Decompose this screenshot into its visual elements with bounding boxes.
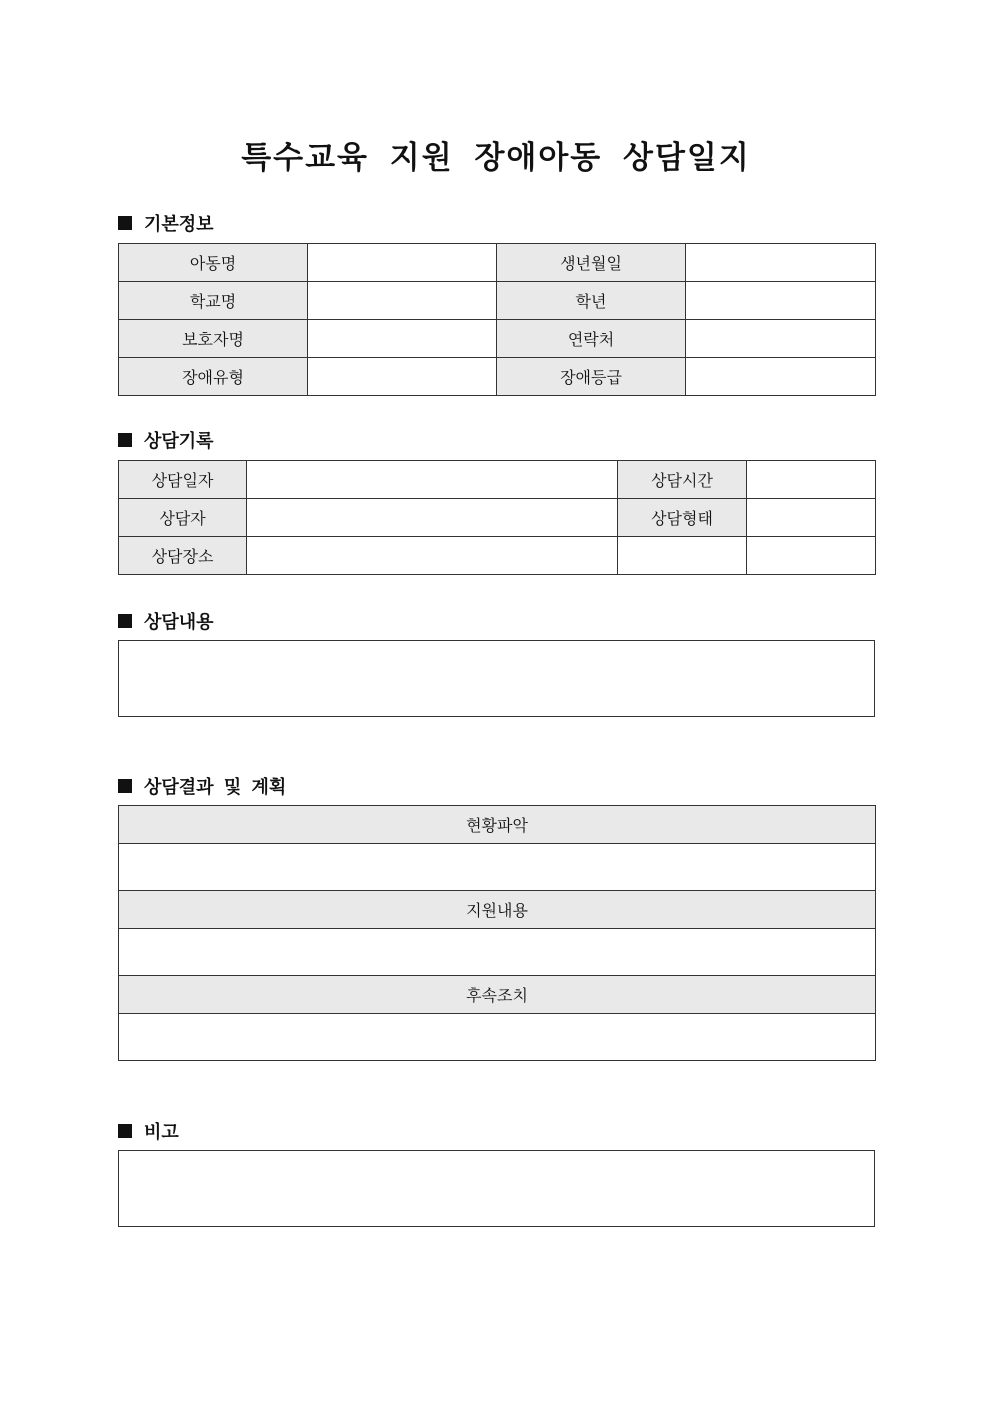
square-bullet-icon xyxy=(118,216,132,230)
table-row xyxy=(119,806,876,844)
square-bullet-icon xyxy=(118,614,132,628)
counsel-format-field[interactable] xyxy=(747,499,876,537)
school-name-field[interactable] xyxy=(308,282,497,320)
section-result-heading xyxy=(118,773,286,799)
contact-field[interactable] xyxy=(686,320,876,358)
label-situation: 현황파악 xyxy=(119,806,876,844)
label-contact: 연락처 xyxy=(497,320,686,358)
label-followup: 후속조치 xyxy=(119,976,876,1014)
table-row xyxy=(119,282,876,320)
section-record-label: 상담기록 xyxy=(144,431,214,452)
counsel-place-field[interactable] xyxy=(247,537,618,575)
counsel-time-field[interactable] xyxy=(747,461,876,499)
section-result-label: 상담결과 및 계획 xyxy=(144,777,287,798)
square-bullet-icon xyxy=(118,433,132,447)
table-row xyxy=(119,499,876,537)
label-birthdate: 생년월일 xyxy=(497,244,686,282)
guardian-name-field[interactable] xyxy=(308,320,497,358)
grade-field[interactable] xyxy=(686,282,876,320)
disability-grade-field[interactable] xyxy=(686,358,876,396)
label-counsel-place: 상담장소 xyxy=(119,537,247,575)
section-basic-heading xyxy=(118,210,214,236)
disability-type-field[interactable] xyxy=(308,358,497,396)
remarks-field[interactable] xyxy=(118,1150,875,1227)
counsel-date-field[interactable] xyxy=(247,461,618,499)
square-bullet-icon xyxy=(118,1124,132,1138)
support-field[interactable] xyxy=(119,929,876,976)
label-counsel-time: 상담시간 xyxy=(618,461,747,499)
label-grade: 학년 xyxy=(497,282,686,320)
counselor-field[interactable] xyxy=(247,499,618,537)
document-title: 특수교육 지원 장애아동 상담일지 xyxy=(241,140,751,176)
label-school-name: 학교명 xyxy=(119,282,308,320)
child-name-field[interactable] xyxy=(308,244,497,282)
counseling-record-table xyxy=(118,460,876,575)
label-support: 지원내용 xyxy=(119,891,876,929)
table-row xyxy=(119,1014,876,1061)
table-row xyxy=(119,929,876,976)
section-remarks-label: 비고 xyxy=(144,1122,179,1143)
label-disability-grade: 장애등급 xyxy=(497,358,686,396)
table-row xyxy=(119,976,876,1014)
table-row xyxy=(119,844,876,891)
section-basic-label: 기본정보 xyxy=(144,214,214,235)
section-content-heading xyxy=(118,608,214,634)
label-child-name: 아동명 xyxy=(119,244,308,282)
label-guardian-name: 보호자명 xyxy=(119,320,308,358)
label-counsel-date: 상담일자 xyxy=(119,461,247,499)
section-record-heading xyxy=(118,427,214,453)
label-counsel-format: 상담형태 xyxy=(618,499,747,537)
table-row xyxy=(119,537,876,575)
label-disability-type: 장애유형 xyxy=(119,358,308,396)
label-counselor: 상담자 xyxy=(119,499,247,537)
table-row xyxy=(119,358,876,396)
basic-info-table xyxy=(118,243,876,396)
blank-cell[interactable] xyxy=(618,537,747,575)
counsel-content-field[interactable] xyxy=(118,640,875,717)
square-bullet-icon xyxy=(118,779,132,793)
result-plan-table xyxy=(118,805,876,1061)
table-row xyxy=(119,461,876,499)
blank-cell[interactable] xyxy=(747,537,876,575)
situation-field[interactable] xyxy=(119,844,876,891)
table-row xyxy=(119,320,876,358)
section-remarks-heading xyxy=(118,1118,179,1144)
table-row xyxy=(119,891,876,929)
table-row xyxy=(119,244,876,282)
section-content-label: 상담내용 xyxy=(144,612,214,633)
followup-field[interactable] xyxy=(119,1014,876,1061)
birthdate-field[interactable] xyxy=(686,244,876,282)
